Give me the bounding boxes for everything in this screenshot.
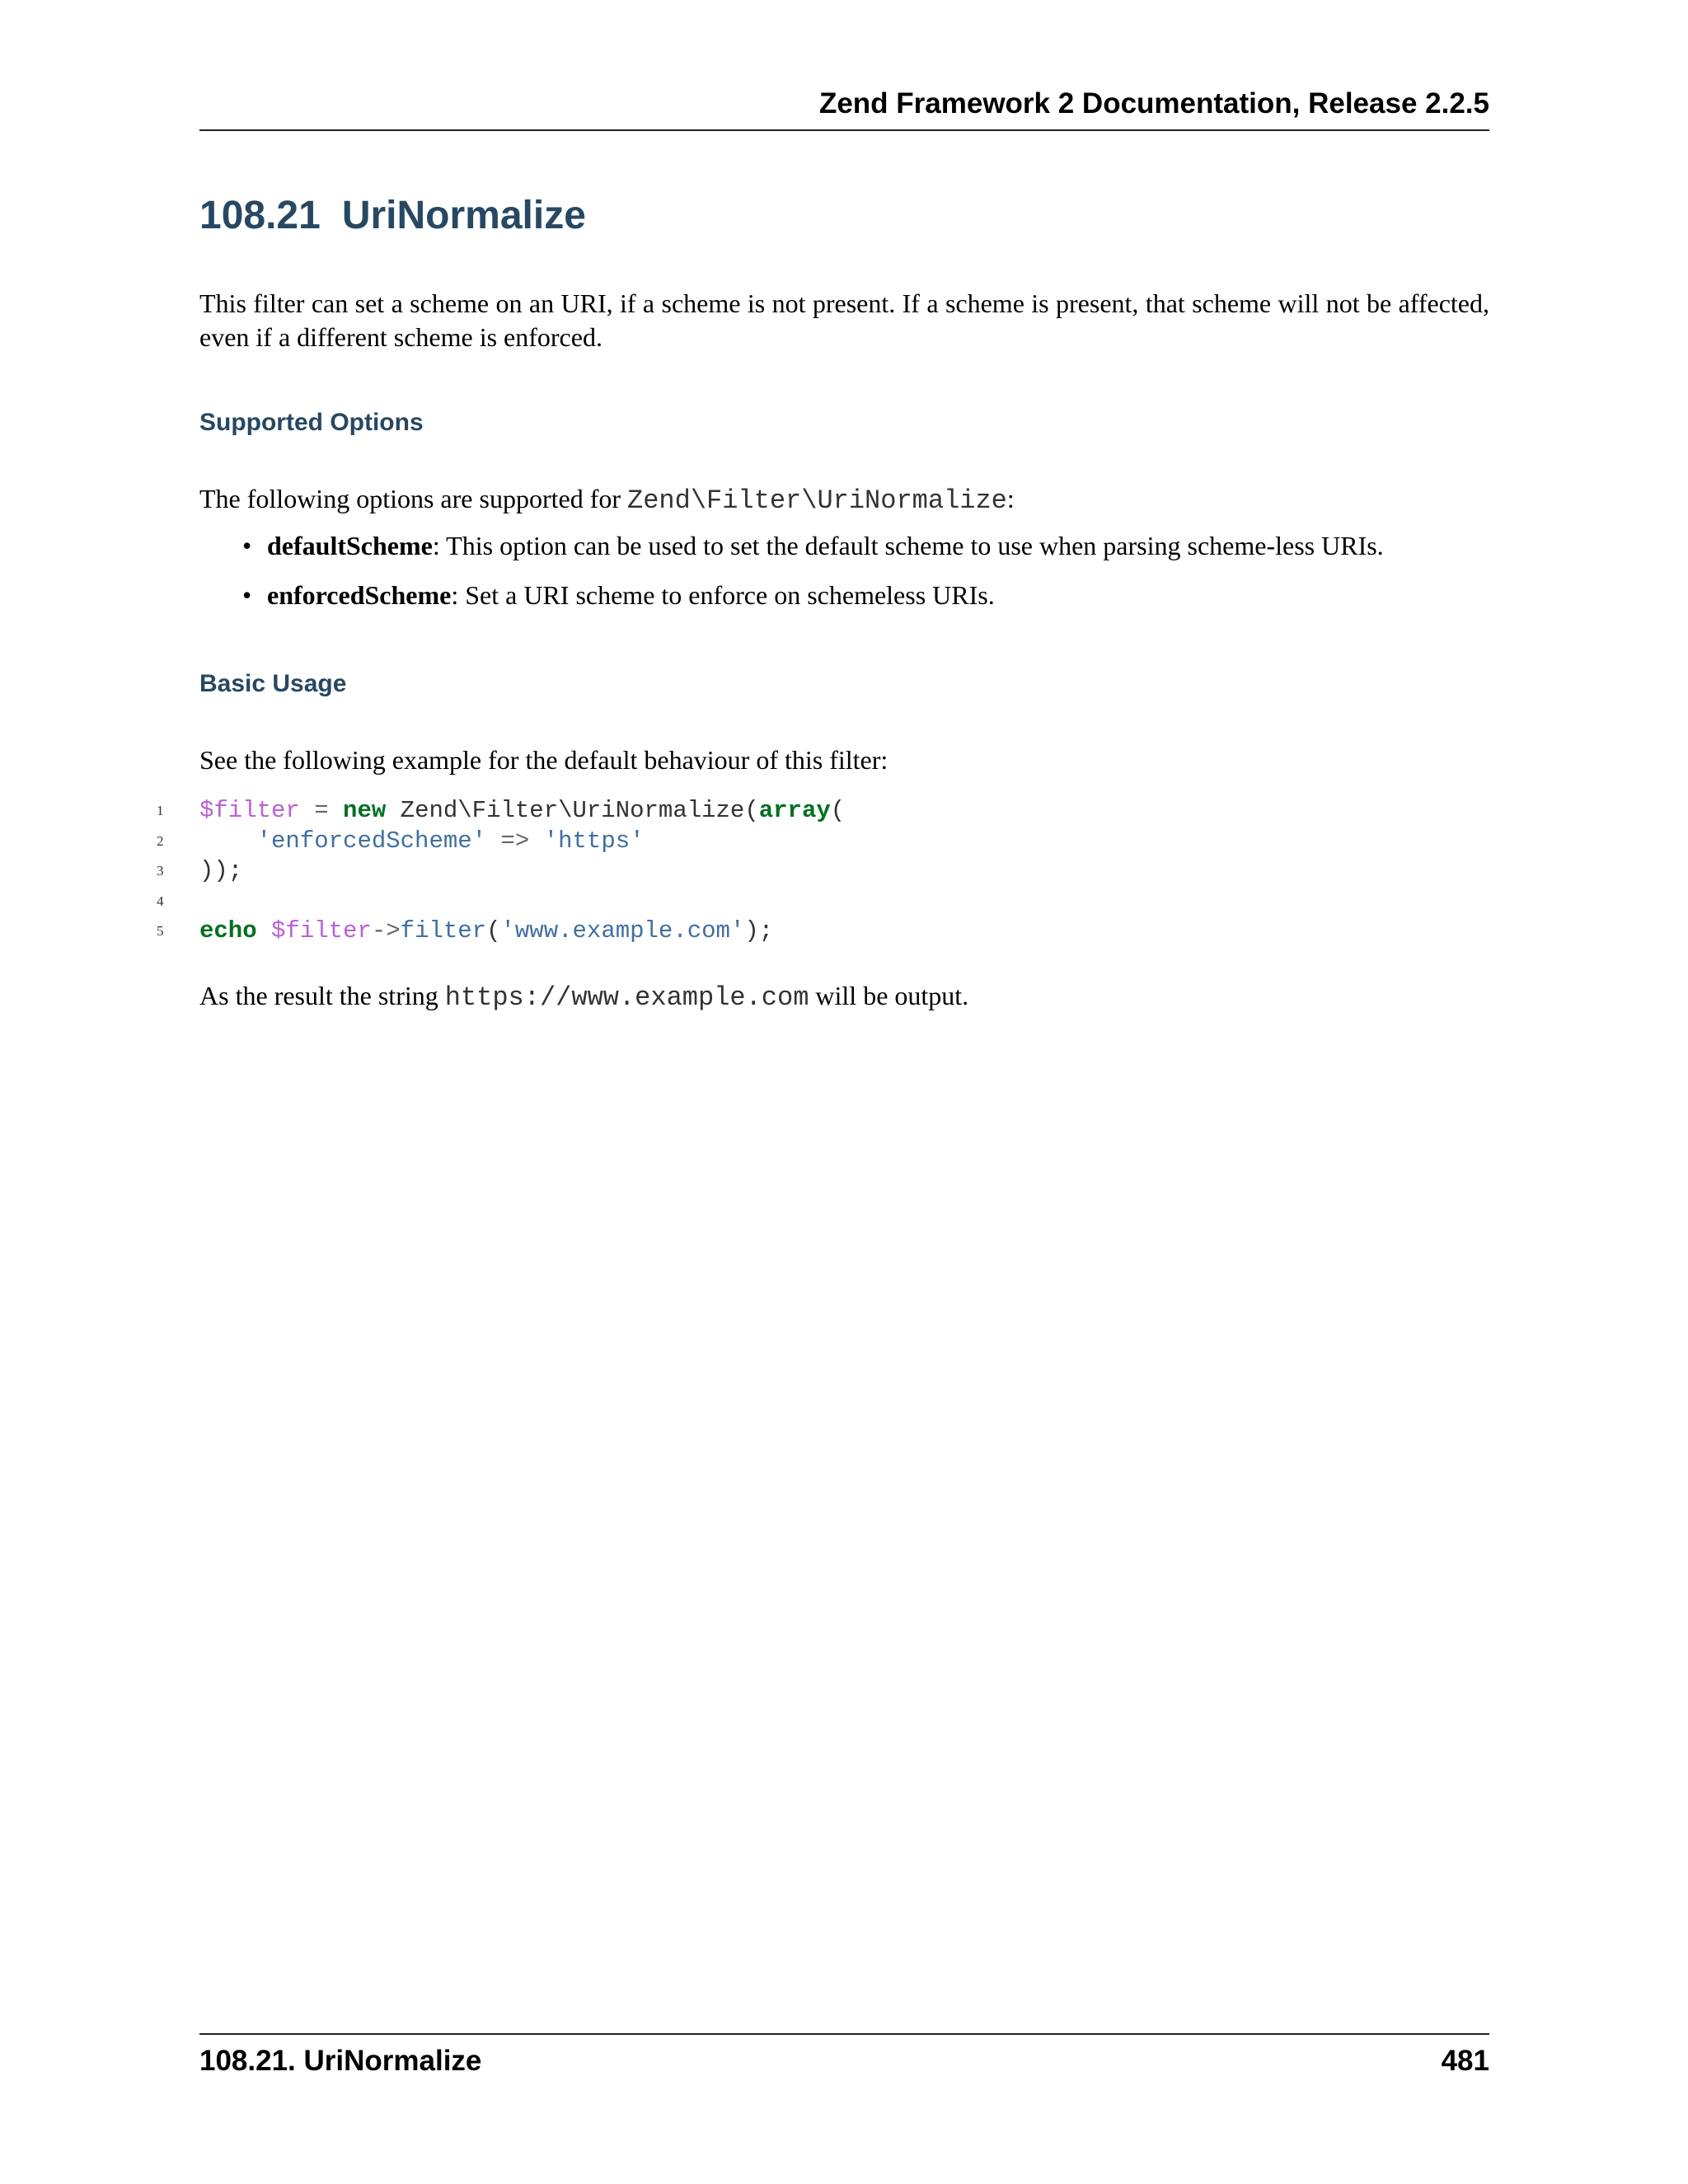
code-token: -> <box>371 917 401 944</box>
code-token: ); <box>744 917 774 944</box>
code-token: )); <box>199 857 243 884</box>
header-rule <box>199 129 1489 131</box>
code-token: 'www.example.com' <box>500 917 745 944</box>
option-name: defaultScheme <box>267 531 433 560</box>
option-desc: : This option can be used to set the default scheme to use when parsing scheme-less URIs. <box>432 531 1384 560</box>
code-line <box>157 827 845 857</box>
code-token: filter <box>400 917 487 944</box>
code-token <box>199 827 257 857</box>
line-number: 4 <box>157 893 164 909</box>
section-title-text: UriNormalize <box>341 194 586 237</box>
code-token: => <box>486 827 544 855</box>
line-number: 1 <box>157 803 164 818</box>
code-token: echo <box>199 917 257 944</box>
supported-options-heading: Supported Options <box>199 409 424 436</box>
line-number: 3 <box>157 863 164 879</box>
options-lead <box>199 482 1489 518</box>
list-item <box>199 529 1384 563</box>
options-list <box>199 529 1384 628</box>
running-header: Zend Framework 2 Documentation, Release 2.2.5 <box>818 87 1489 120</box>
options-lead-end: : <box>1006 484 1015 513</box>
bullet-icon: • <box>242 580 252 610</box>
bullet-icon: • <box>242 531 252 560</box>
code-token: array <box>758 797 831 824</box>
result-text-pre: As the result the string <box>199 981 445 1010</box>
code-line <box>157 796 845 827</box>
options-lead-text: The following options are supported for <box>199 484 627 513</box>
section-number: 108.21 <box>199 194 321 237</box>
result-paragraph <box>199 979 1489 1015</box>
line-number: 5 <box>157 923 164 939</box>
intro-paragraph: This filter can set a scheme on an URI, if a scheme is not present. If a scheme is present, that scheme will not be affected, even if a different scheme is enforced. <box>199 288 1489 352</box>
options-lead-code: Zend\Filter\UriNormalize <box>627 485 1007 516</box>
code-token: ( <box>830 797 846 824</box>
line-number: 2 <box>157 832 164 849</box>
section-title <box>199 196 586 236</box>
code-line <box>157 916 845 947</box>
code-token: $filter <box>199 797 300 824</box>
code-block <box>157 796 845 947</box>
code-token: 'enforcedScheme' <box>256 827 487 855</box>
code-line <box>157 887 845 917</box>
list-item <box>199 579 1384 612</box>
code-token: new <box>343 797 387 824</box>
basic-usage-heading: Basic Usage <box>199 670 347 697</box>
code-line <box>157 856 845 887</box>
footer-rule <box>199 2033 1489 2035</box>
code-token: = <box>299 797 344 824</box>
result-code: https://www.example.com <box>444 982 809 1013</box>
result-text-post: will be output. <box>809 981 969 1010</box>
option-desc: : Set a URI scheme to enforce on schemeless URIs. <box>451 580 995 610</box>
code-token: ( <box>486 917 501 944</box>
option-name: enforcedScheme <box>267 580 452 610</box>
code-token: Zend\Filter\UriNormalize( <box>386 797 759 824</box>
usage-lead: See the following example for the default behaviour of this filter: <box>199 745 889 775</box>
page-number: 481 <box>1441 2045 1489 2077</box>
code-token: 'https' <box>543 827 645 855</box>
code-token: $filter <box>271 917 372 944</box>
code-token <box>257 916 271 947</box>
footer-section: 108.21. UriNormalize <box>199 2045 482 2077</box>
